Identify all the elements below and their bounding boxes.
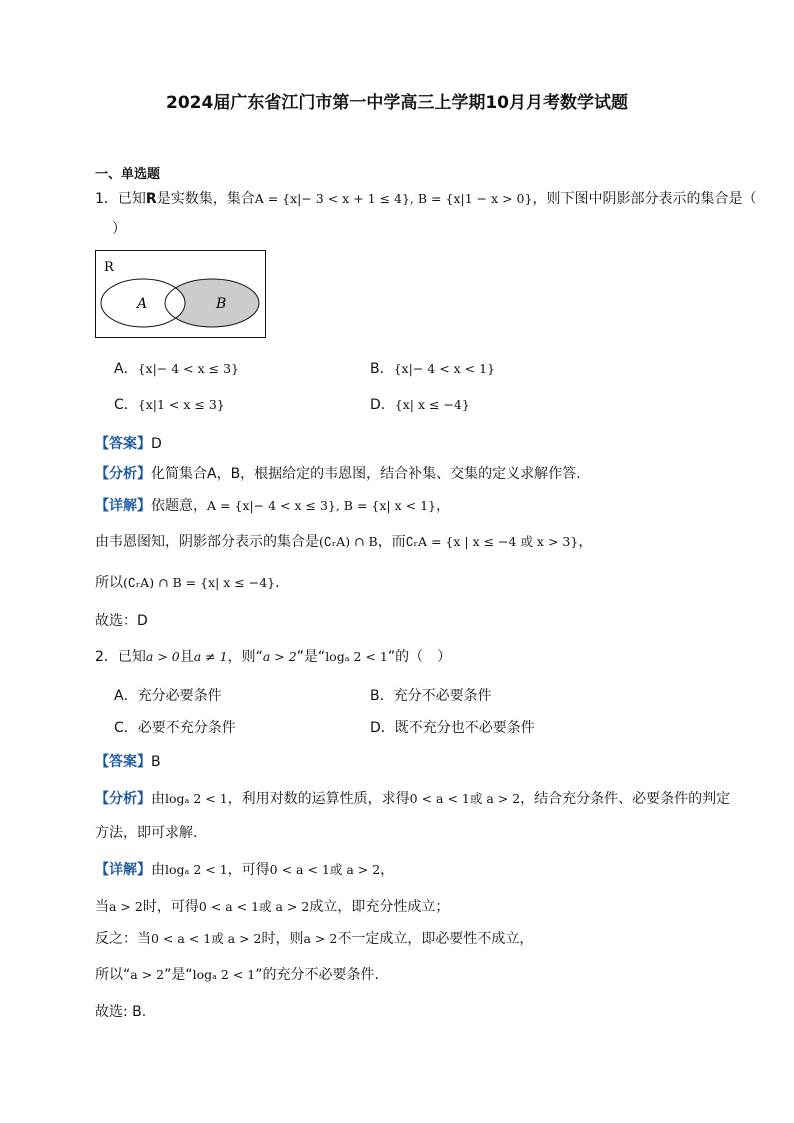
q2-option-d: D．既不充分也不必要条件 (370, 720, 535, 736)
q2-detail-4: 所以“a > 2”是“logₐ 2 < 1”的充分不必要条件. (95, 967, 379, 983)
page-title: 2024届广东省江门市第一中学高三上学期10月月考数学试题 (166, 93, 628, 113)
q1-detail-3: 所以(∁ᵣA) ∩ B = {x| x ≤ −4}. (95, 575, 280, 591)
universe-label: R (104, 260, 114, 275)
q2-stem: 2．已知a > 0且a ≠ 1，则“a > 2”是“logₐ 2 < 1”的（ ） (95, 649, 452, 665)
set-b-label: B (216, 296, 227, 312)
section-title: 一、单选题 (95, 167, 161, 182)
q1-stem-close: ） (112, 221, 126, 237)
q1-answer: 【答案】D (95, 436, 162, 452)
q1-option-d: D．{x| x ≤ −4} (370, 397, 470, 413)
q1-detail-1: 【详解】依题意，A = {x|− 4 < x ≤ 3}, B = {x| x < 1}， (95, 498, 450, 514)
q2-detail-3: 反之：当0 < a < 1或 a > 2时，则a > 2不一定成立，即必要性不成立， (95, 931, 534, 947)
q1-final: 故选：D (95, 613, 148, 629)
q1-option-c: C．{x|1 < x ≤ 3} (114, 397, 225, 413)
set-a-label: A (137, 296, 148, 312)
q2-detail-2: 当a > 2时，可得0 < a < 1或 a > 2成立，即充分性成立； (95, 899, 450, 915)
q1-option-b: B．{x|− 4 < x < 1} (370, 361, 496, 377)
q2-detail-1: 【详解】由logₐ 2 < 1，可得0 < a < 1或 a > 2， (95, 862, 395, 878)
q1-option-a: A．{x|− 4 < x ≤ 3} (114, 361, 239, 377)
q2-option-c: C．必要不充分条件 (114, 720, 236, 736)
q2-option-a: A．充分必要条件 (114, 688, 222, 704)
q2-option-b: B．充分不必要条件 (370, 688, 492, 704)
q1-analysis: 【分析】化简集合A，B，根据给定的韦恩图，结合补集、交集的定义求解作答. (95, 466, 581, 482)
q2-final: 故选: B. (95, 1004, 147, 1020)
q2-analysis: 【分析】由logₐ 2 < 1，利用对数的运算性质，求得0 < a < 1或 a > 2，结合充分条件、必要条件的判定 (95, 791, 731, 807)
q2-analysis-cont: 方法，即可求解. (95, 825, 198, 841)
q1-stem: 1．已知R是实数集，集合A = {x|− 3 < x + 1 ≤ 4}, B = {x|1 − x > 0}，则下图中阴影部分表示的集合是（ (95, 191, 757, 207)
q2-answer: 【答案】B (95, 754, 161, 770)
q1-detail-2: 由韦恩图知，阴影部分表示的集合是(∁ᵣA) ∩ B，而∁ᵣA = {x | x ≤ −4 或 x > 3}， (95, 534, 593, 550)
q1-set-expr: A = {x|− 3 < x + 1 ≤ 4}, B = {x|1 − x > 0} (254, 191, 533, 206)
venn-diagram (95, 250, 269, 340)
